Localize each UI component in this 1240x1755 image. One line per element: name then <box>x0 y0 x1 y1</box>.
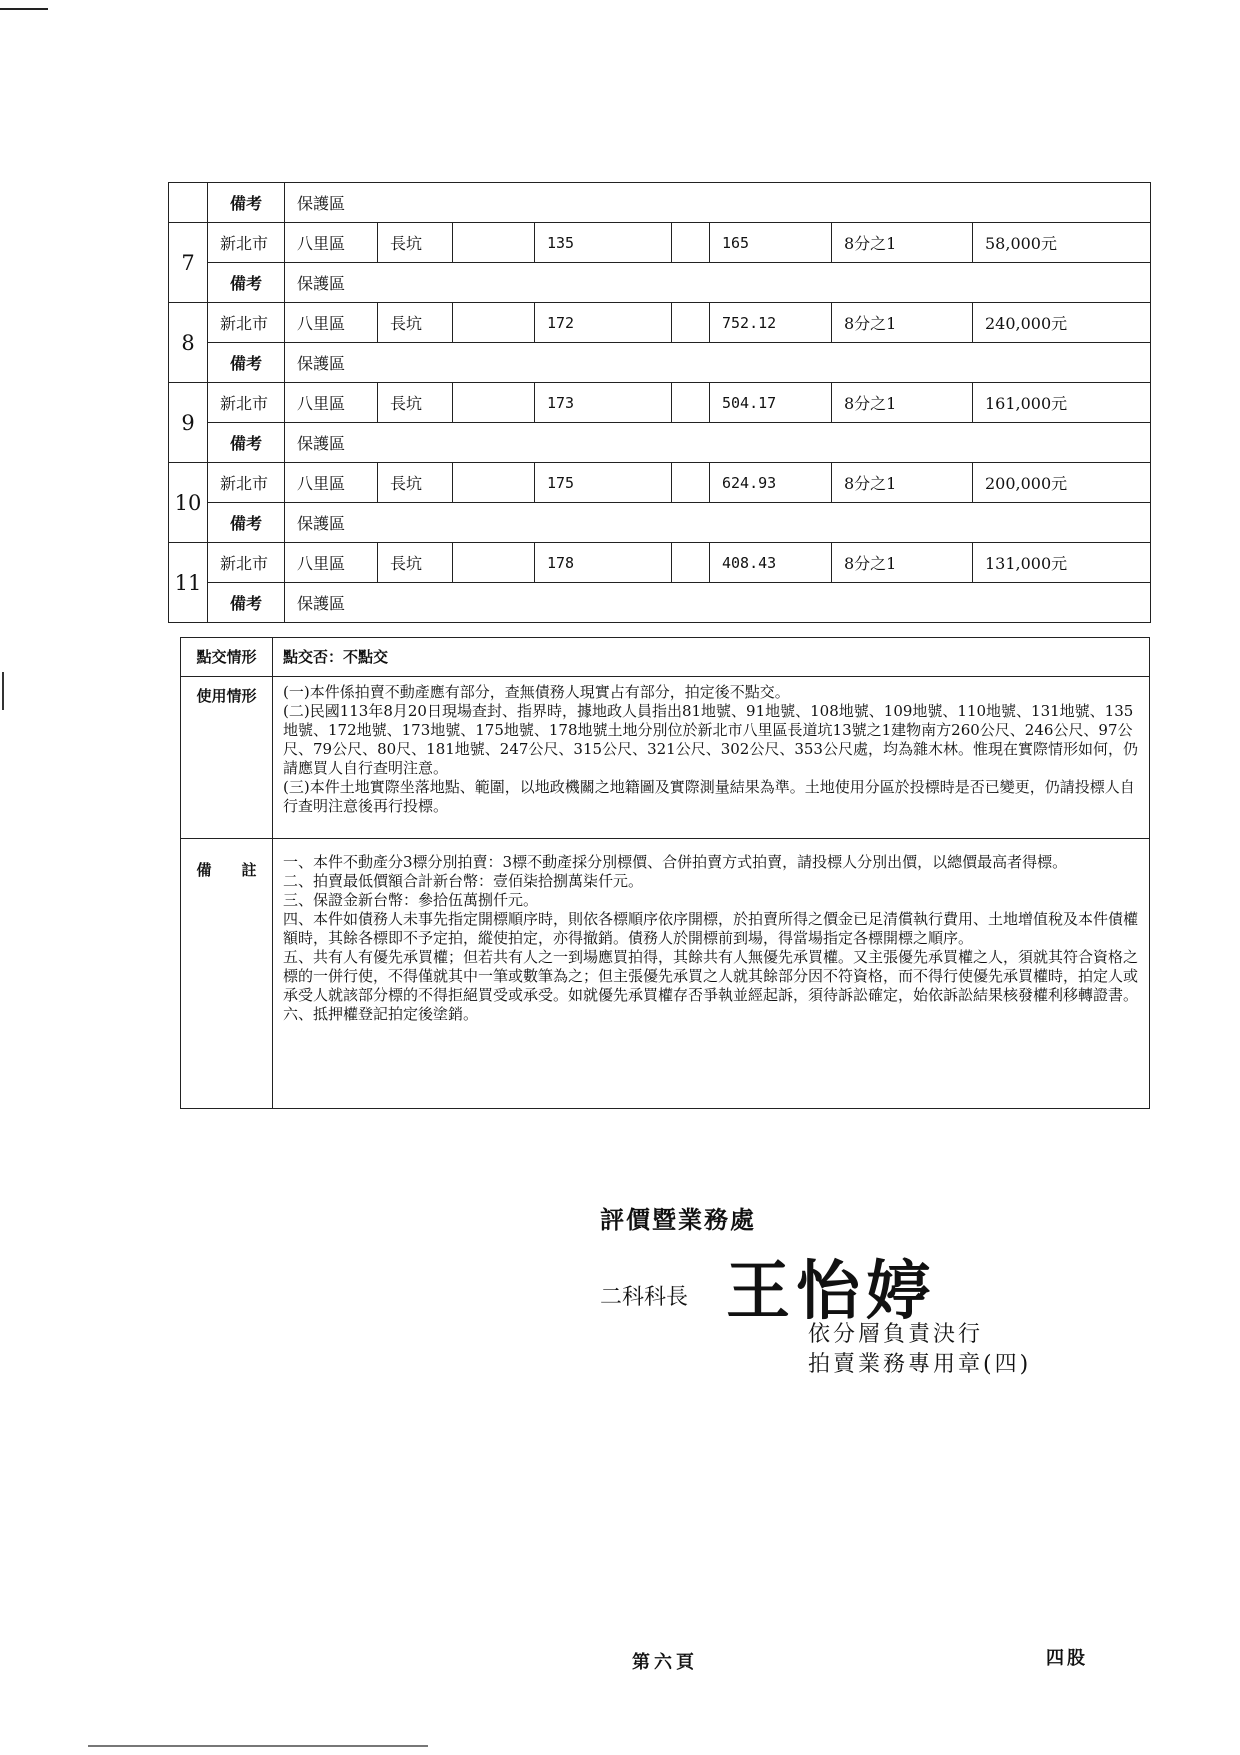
remark-row <box>169 503 1151 543</box>
lot-subsection <box>453 543 535 583</box>
lot-price: 161,000元 <box>973 383 1151 423</box>
remark-label: 備考 <box>208 423 285 463</box>
lot-number: 9 <box>169 383 208 463</box>
lot-subsection <box>453 223 535 263</box>
lot-district: 八里區 <box>285 463 378 503</box>
lot-area: 408.43 <box>710 543 832 583</box>
handover-row <box>181 638 1150 677</box>
lot-share: 8分之1 <box>832 543 973 583</box>
lot-section: 長坑 <box>378 303 453 343</box>
lot-row <box>169 383 1151 423</box>
notes-row <box>181 839 1150 1109</box>
lot-area: 165 <box>710 223 832 263</box>
section-label: 四股 <box>1046 1648 1088 1669</box>
remark-row <box>169 583 1151 623</box>
lot-district: 八里區 <box>285 303 378 343</box>
lot-district: 八里區 <box>285 383 378 423</box>
lot-city: 新北市 <box>208 543 285 583</box>
remark-value: 保護區 <box>285 583 1151 623</box>
lot-subsection <box>453 463 535 503</box>
lot-row <box>169 543 1151 583</box>
lot-area: 624.93 <box>710 463 832 503</box>
remark-value: 保護區 <box>285 343 1151 383</box>
remark-row <box>169 263 1151 303</box>
lot-blank-cell <box>672 303 710 343</box>
lot-share: 8分之1 <box>832 223 973 263</box>
lot-subsection <box>453 303 535 343</box>
department-name: 評價暨業務處 <box>600 1205 756 1234</box>
remark-row <box>169 183 1151 223</box>
remark-label: 備考 <box>208 503 285 543</box>
lot-price: 131,000元 <box>973 543 1151 583</box>
remark-row <box>169 423 1151 463</box>
lot-parcel-number: 135 <box>535 223 672 263</box>
lot-city: 新北市 <box>208 383 285 423</box>
land-table-body <box>169 183 1151 623</box>
lot-row <box>169 303 1151 343</box>
lot-share: 8分之1 <box>832 463 973 503</box>
usage-row <box>181 677 1150 839</box>
lot-blank-cell <box>672 543 710 583</box>
lot-number: 10 <box>169 463 208 543</box>
notes-text: 一、本件不動產分3標分別拍賣：3標不動產採分別標價、合併拍賣方式拍賣，請投標人分別出價，以總價最高者得標。 二、拍賣最低價額合計新台幣：壹佰柒拾捌萬柒仟元。 三、保證金新台幣：參拾伍萬捌仟元。 四、本件如債務人未事先指定開標順序時，則依各標順序依序開標，於拍賣所得之價金已足清償執行費用、土地增值稅及本件債權額時，其餘各標即不予定拍，縱使拍定，亦得撤銷。債務人於開標前到場，得當場指定各標開標之順序。 五、共有人有優先承買權；但若共有人之一到場應買拍得，其餘共有人無優先承買權。又主張優先承買權之人，須就其符合資格之標的一併行使，不得僅就其中一筆或數筆為之；但主張優先承買之人就其餘部分因不符資格，而不得行使優先承買權時，拍定人或承受人就該部分標的不得拒絕買受或承受。如就優先承買權存否爭執並經起訴，須待訴訟確定，始依訴訟結果核發權利移轉證書。 六、抵押權登記拍定後塗銷。 <box>283 853 1139 1023</box>
lot-number: 11 <box>169 543 208 623</box>
lot-row <box>169 223 1151 263</box>
stamp-line-2: 拍賣業務專用章(四) <box>808 1352 1032 1377</box>
lot-parcel-number: 172 <box>535 303 672 343</box>
remark-row <box>169 343 1151 383</box>
lot-area: 504.17 <box>710 383 832 423</box>
remark-label: 備考 <box>208 263 285 303</box>
notes-label: 備 註 <box>181 839 273 1109</box>
handover-label: 點交情形 <box>181 638 273 677</box>
handover-text: 點交否：不點交 <box>273 638 1150 677</box>
info-table <box>180 637 1150 1109</box>
scan-side-mark <box>2 672 4 710</box>
remark-value: 保護區 <box>285 183 1151 223</box>
notes-cell <box>273 839 1150 1109</box>
remark-value: 保護區 <box>285 263 1151 303</box>
lot-price: 240,000元 <box>973 303 1151 343</box>
signer-title: 二科科長 <box>600 1285 689 1310</box>
land-table <box>168 182 1151 623</box>
remark-label: 備考 <box>208 583 285 623</box>
lot-number: 8 <box>169 303 208 383</box>
lot-blank-cell <box>672 463 710 503</box>
scan-bottom-rule <box>88 1745 428 1747</box>
usage-text: (一)本件係拍賣不動產應有部分，查無債務人現實占有部分，拍定後不點交。 (二)民國113年8月20日現場查封、指界時，據地政人員指出81地號、91地號、108地號、109地號、110地號、131地號、135地號、172地號、173地號、175地號、178地號土地分別位於新北市八里區長道坑13號之1建物南方260公尺、246公尺、97公尺、79公尺、80尺、181地號、247公尺、315公尺、321公尺、302公尺、353公尺處，均為雜木林。惟現在實際情形如何，仍請應買人自行查明注意。 (三)本件土地實際坐落地點、範圍，以地政機關之地籍圖及實際測量結果為準。土地使用分區於投標時是否已變更，仍請投標人自行查明注意後再行投標。 <box>283 683 1138 815</box>
lot-price: 58,000元 <box>973 223 1151 263</box>
lot-section: 長坑 <box>378 543 453 583</box>
stamp-line-1: 依分層負責決行 <box>808 1322 984 1347</box>
lot-district: 八里區 <box>285 543 378 583</box>
lot-number-continued <box>169 183 208 223</box>
lot-parcel-number: 178 <box>535 543 672 583</box>
lot-row <box>169 463 1151 503</box>
usage-label: 使用情形 <box>181 677 273 839</box>
remark-label: 備考 <box>208 343 285 383</box>
lot-subsection <box>453 383 535 423</box>
lot-district: 八里區 <box>285 223 378 263</box>
page-number: 第六頁 <box>632 1652 698 1673</box>
lot-parcel-number: 173 <box>535 383 672 423</box>
lot-area: 752.12 <box>710 303 832 343</box>
remark-label: 備考 <box>208 183 285 223</box>
lot-blank-cell <box>672 383 710 423</box>
lot-section: 長坑 <box>378 463 453 503</box>
lot-share: 8分之1 <box>832 303 973 343</box>
remark-value: 保護區 <box>285 503 1151 543</box>
lot-section: 長坑 <box>378 383 453 423</box>
lot-blank-cell <box>672 223 710 263</box>
usage-cell <box>273 677 1150 839</box>
lot-city: 新北市 <box>208 463 285 503</box>
scan-corner-mark <box>0 8 48 10</box>
lot-parcel-number: 175 <box>535 463 672 503</box>
signer-name: 王怡婷 <box>726 1254 936 1329</box>
remark-value: 保護區 <box>285 423 1151 463</box>
lot-number: 7 <box>169 223 208 303</box>
lot-price: 200,000元 <box>973 463 1151 503</box>
lot-city: 新北市 <box>208 303 285 343</box>
lot-city: 新北市 <box>208 223 285 263</box>
lot-section: 長坑 <box>378 223 453 263</box>
lot-share: 8分之1 <box>832 383 973 423</box>
